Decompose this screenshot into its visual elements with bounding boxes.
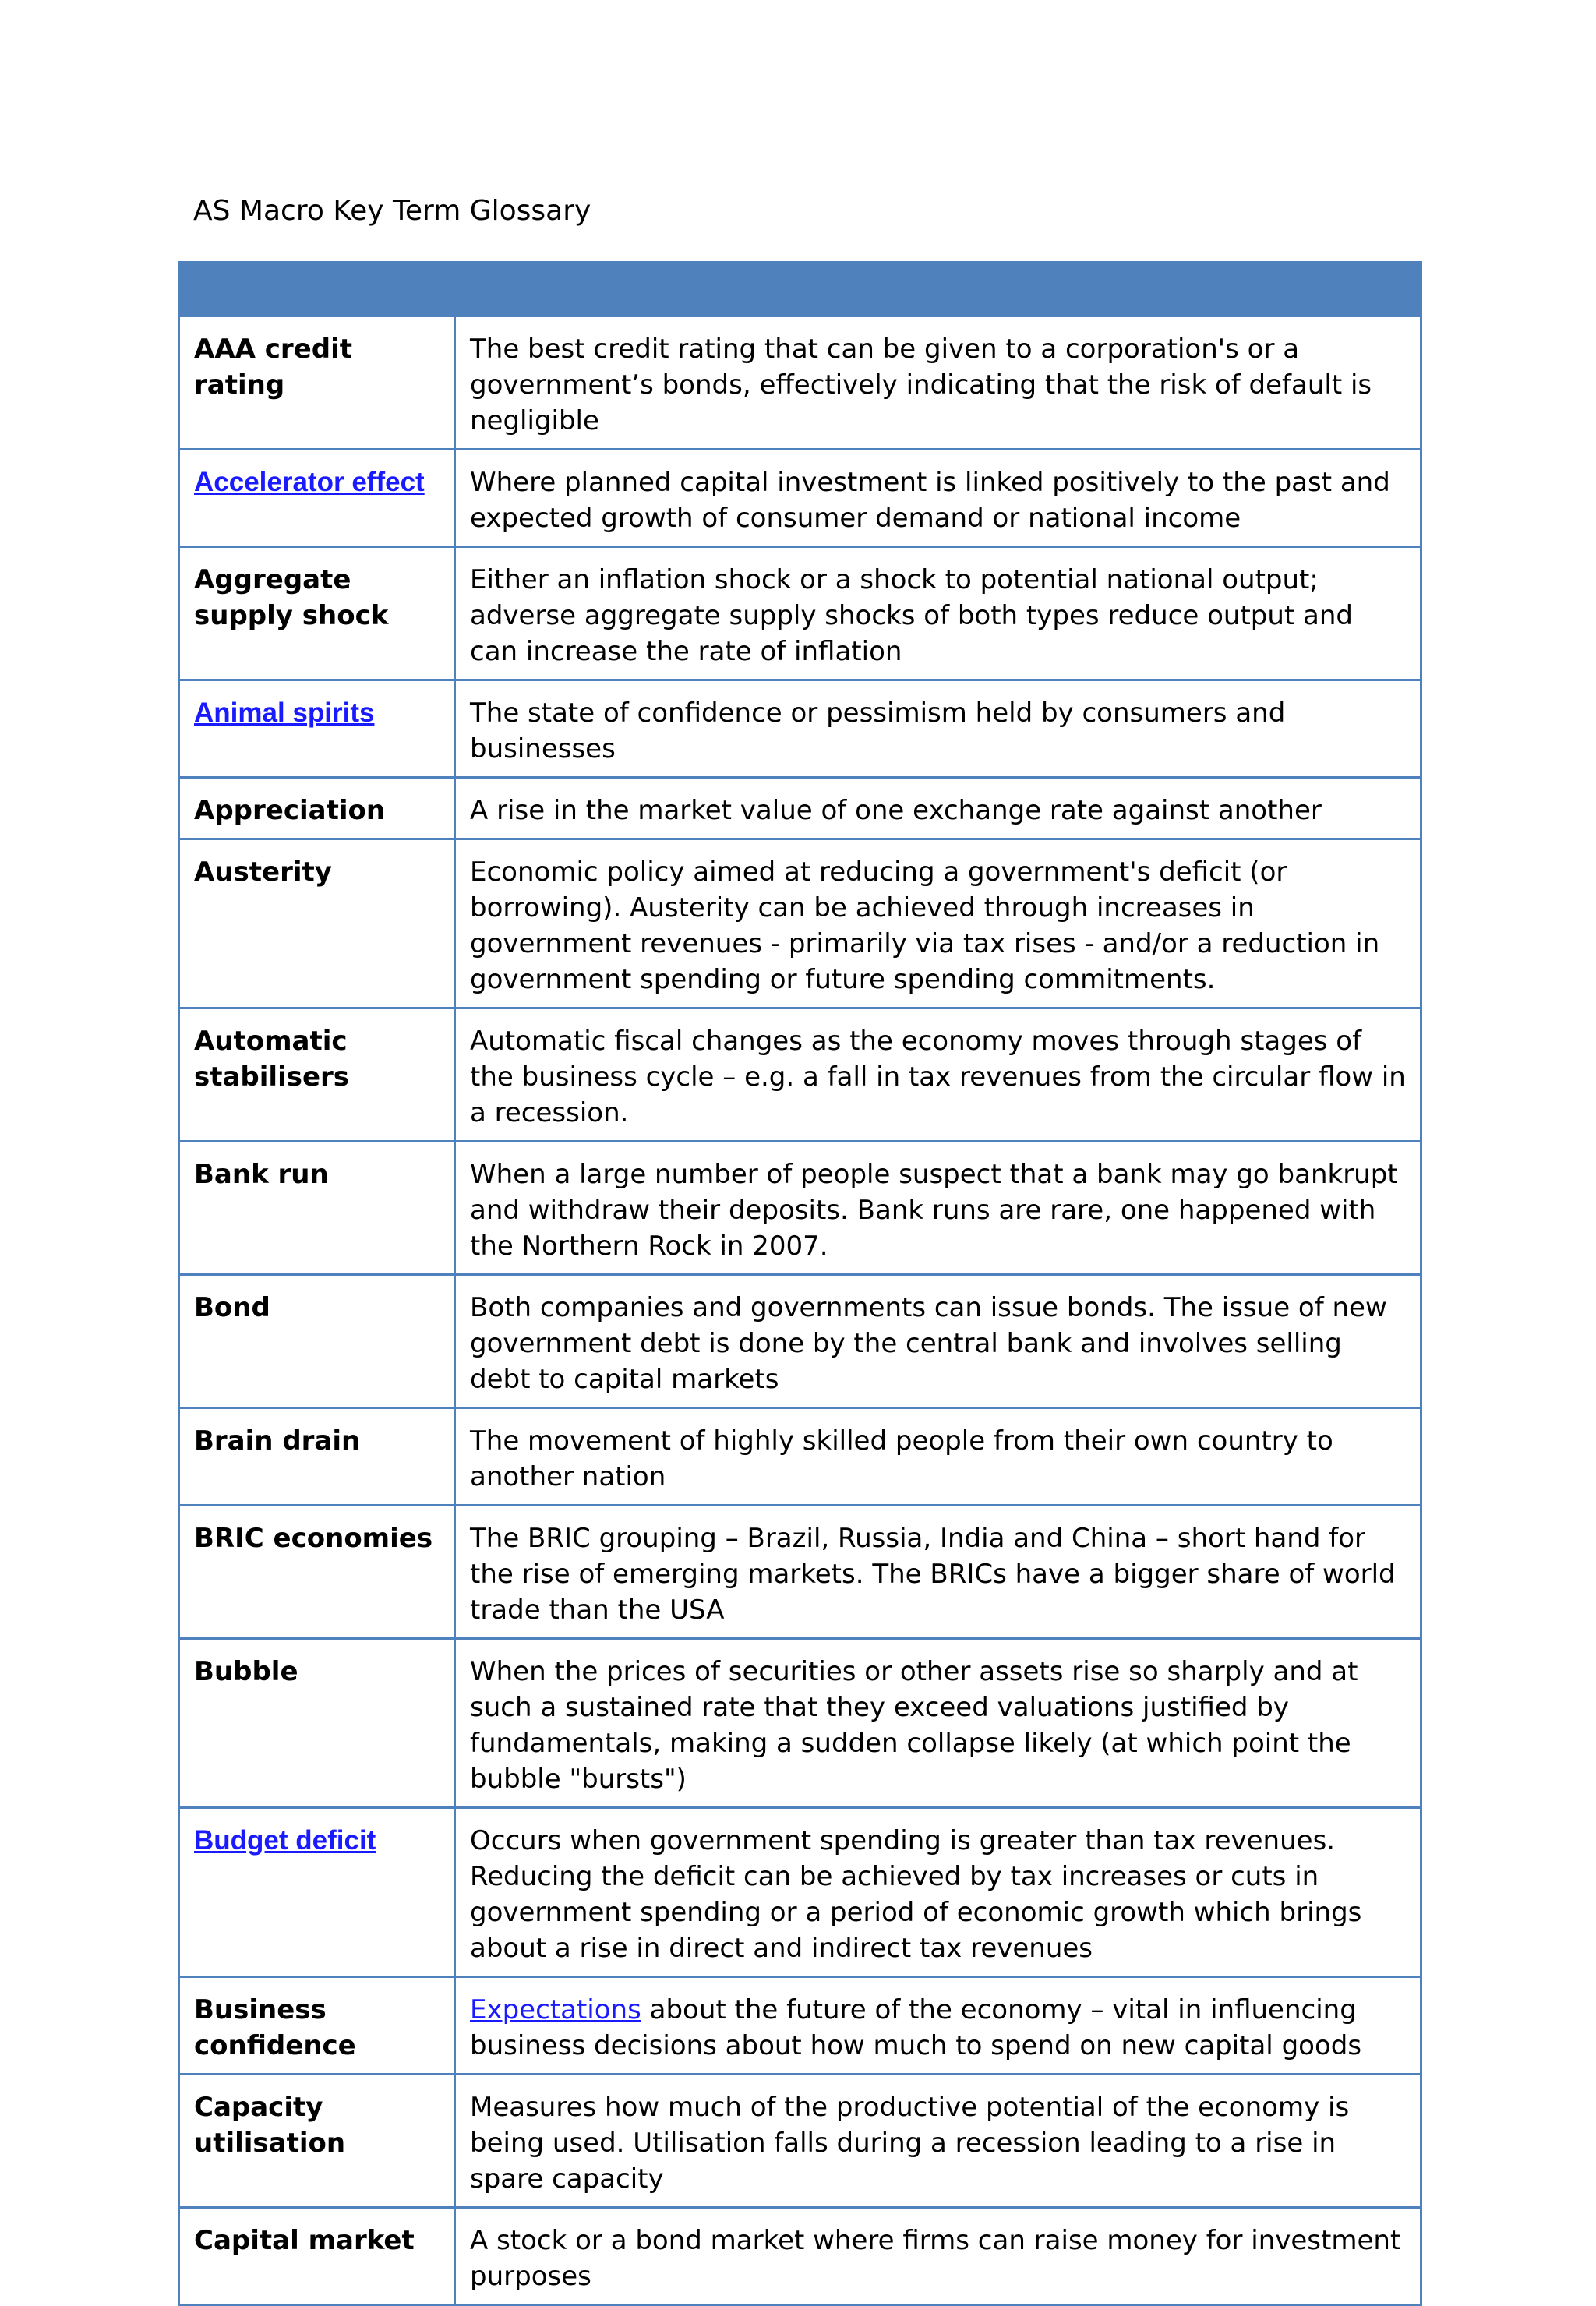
header-cell [455, 263, 1421, 316]
term-cell: Brain drain [179, 1408, 455, 1506]
term-cell: Bubble [179, 1639, 455, 1808]
document-title: AS Macro Key Term Glossary [193, 195, 591, 227]
term-cell: Automatic stabilisers [179, 1008, 455, 1142]
definition-cell: When a large number of people suspect that a bank may go bankrupt and withdraw their deposits. Bank runs are rare, one happened with the Northern Rock in 2007. [455, 1142, 1421, 1275]
term-link-animal-spirits[interactable]: Animal spirits [194, 697, 375, 728]
glossary-table [178, 261, 1422, 2306]
table-row [179, 1808, 1421, 1977]
table-row [179, 1142, 1421, 1275]
definition-cell: Economic policy aimed at reducing a government's deficit (or borrowing). Austerity can be achieved through increases in government revenues - primarily via tax rises - and/or a reduction in government spending or future spending commitments. [455, 839, 1421, 1008]
definition-cell: Where planned capital investment is linked positively to the past and expected growth of consumer demand or national income [455, 450, 1421, 547]
table-row [179, 1275, 1421, 1408]
term-cell: Austerity [179, 839, 455, 1008]
table-row [179, 2075, 1421, 2208]
table-row [179, 1977, 1421, 2075]
term-cell [179, 1808, 455, 1977]
term-cell: Appreciation [179, 778, 455, 839]
definition-cell: A rise in the market value of one exchange rate against another [455, 778, 1421, 839]
definition-cell: The BRIC grouping – Brazil, Russia, India and China – short hand for the rise of emerging markets. The BRICs have a bigger share of world trade than the USA [455, 1506, 1421, 1639]
definition-cell: When the prices of securities or other assets rise so sharply and at such a sustained rate that they exceed valuations justified by fundamentals, making a sudden collapse likely (at which point the bubble "bursts") [455, 1639, 1421, 1808]
definition-cell: Automatic fiscal changes as the economy moves through stages of the business cycle – e.g. a fall in tax revenues from the circular flow in a recession. [455, 1008, 1421, 1142]
table-row [179, 839, 1421, 1008]
term-cell: Bank run [179, 1142, 455, 1275]
definition-cell: Both companies and governments can issue bonds. The issue of new government debt is done by the central bank and involves selling debt to capital markets [455, 1275, 1421, 1408]
definition-cell: The best credit rating that can be given to a corporation's or a government’s bonds, effectively indicating that the risk of default is negligible [455, 316, 1421, 450]
term-cell: Business confidence [179, 1977, 455, 2075]
definition-cell [455, 1977, 1421, 2075]
expectations-link[interactable]: Expectations [470, 1994, 641, 2025]
definition-text: about the future of the economy – vital in influencing business decisions about how much to spend on new capital goods [470, 1994, 1362, 2061]
term-cell: Capacity utilisation [179, 2075, 455, 2208]
definition-cell: The state of confidence or pessimism held by consumers and businesses [455, 680, 1421, 778]
header-cell [179, 263, 455, 316]
term-cell: Aggregate supply shock [179, 547, 455, 680]
table-header-row [179, 263, 1421, 316]
definition-cell: Occurs when government spending is greater than tax revenues. Reducing the deficit can be achieved by tax increases or cuts in government spending or a period of economic growth which brings about a rise in direct and indirect tax revenues [455, 1808, 1421, 1977]
term-link-budget-deficit[interactable]: Budget deficit [194, 1825, 376, 1856]
table-row [179, 1408, 1421, 1506]
term-link-accelerator-effect[interactable]: Accelerator effect [194, 467, 425, 497]
table-row [179, 778, 1421, 839]
definition-cell: Measures how much of the productive potential of the economy is being used. Utilisation falls during a recession leading to a rise in spare capacity [455, 2075, 1421, 2208]
term-cell [179, 680, 455, 778]
definition-cell: Either an inflation shock or a shock to potential national output; adverse aggregate supply shocks of both types reduce output and can increase the rate of inflation [455, 547, 1421, 680]
table-row [179, 547, 1421, 680]
table-row [179, 680, 1421, 778]
term-cell: Capital market [179, 2208, 455, 2305]
table-row [179, 1639, 1421, 1808]
term-cell [179, 450, 455, 547]
table-row [179, 450, 1421, 547]
table-row [179, 316, 1421, 450]
definition-cell: A stock or a bond market where firms can raise money for investment purposes [455, 2208, 1421, 2305]
term-cell: Bond [179, 1275, 455, 1408]
table-row [179, 1506, 1421, 1639]
table-row [179, 1008, 1421, 1142]
table-row [179, 2208, 1421, 2305]
definition-cell: The movement of highly skilled people from their own country to another nation [455, 1408, 1421, 1506]
term-cell: BRIC economies [179, 1506, 455, 1639]
term-cell: AAA credit rating [179, 316, 455, 450]
